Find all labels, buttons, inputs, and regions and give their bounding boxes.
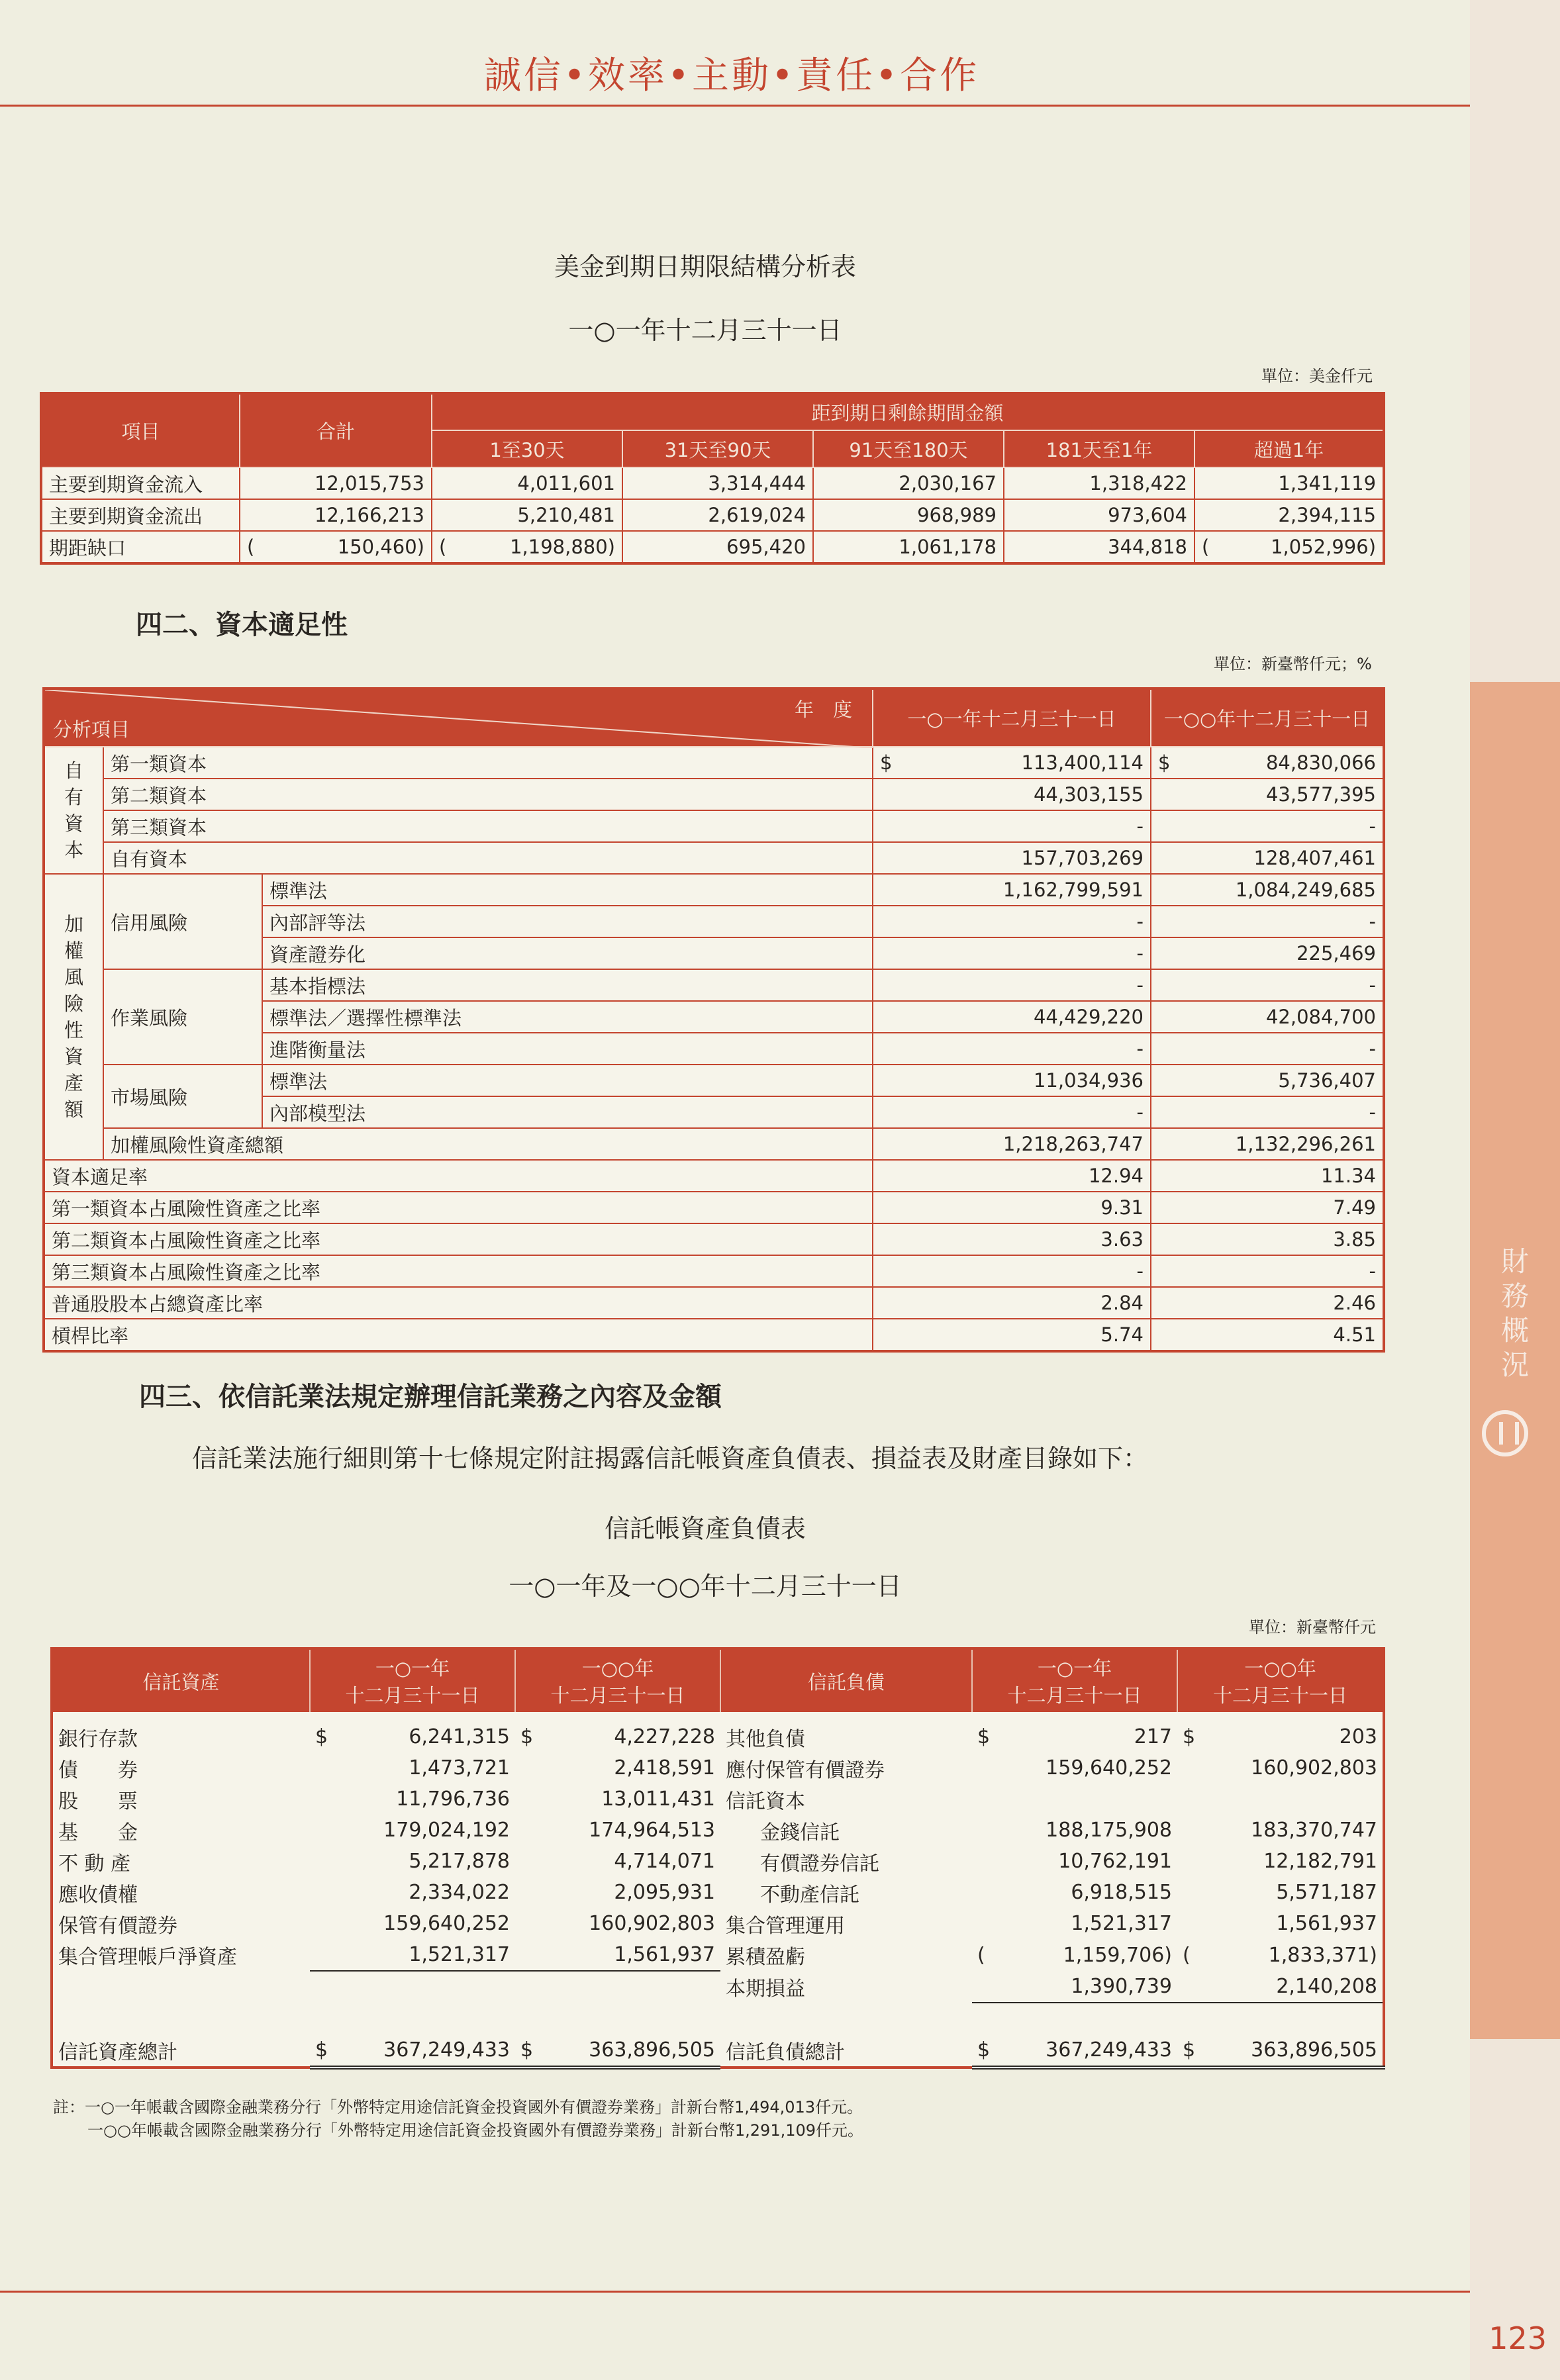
table-row: 主要到期資金流出 12,166,213 5,210,481 2,619,024 968,989 973,604 2,394,115: [41, 499, 1384, 531]
trust-date: 一○一年及一○○年十二月三十一日: [509, 1572, 902, 1601]
table-row: 加權風險性資產總額 1,218,263,747 1,132,296,261: [44, 1128, 1384, 1160]
col-2012: 一○一年十二月三十一日: [873, 689, 1151, 747]
table-row: 自有資本 第一類資本 $ 113,400,114 $ 84,830,066: [44, 747, 1384, 779]
total-row: 信託資產總計 $ 367,249,433 $ 363,896,505 信託負債總計 $ 367,249,433 $ 363,896,505: [52, 2034, 1384, 2068]
col-assets-2011: 一○○年 十二月三十一日: [515, 1648, 720, 1712]
item-label: 分析項目: [53, 718, 130, 741]
company-logo: [1482, 1410, 1528, 1456]
usd-table-title: 美金到期日期限結構分析表: [554, 252, 856, 281]
table-row: 集合管理帳戶淨資產 1,521,317 1,561,937 累積盈虧 ( 1,159,706) ( 1,833,371): [52, 1939, 1384, 1971]
table-row: 進階衡量法 - -: [44, 1033, 1384, 1065]
trust-heading: 四三、依信託業法規定辦理信託業務之內容及金額: [139, 1382, 722, 1412]
usd-table-date: 一○一年十二月三十一日: [568, 316, 842, 345]
table-row: 第三類資本 - -: [44, 810, 1384, 842]
col-group: 距到期日剩餘期間金額: [432, 393, 1384, 430]
table-row: 內部評等法 - -: [44, 906, 1384, 937]
table-row: 資產證券化 - 225,469: [44, 937, 1384, 969]
capital-heading: 四二、資本適足性: [136, 610, 348, 640]
table-row: 加權風險性資產額 信用風險 標準法 1,162,799,591 1,084,249,685: [44, 874, 1384, 906]
trust-title: 信託帳資產負債表: [604, 1514, 806, 1543]
capital-adequacy-table: [42, 687, 1385, 1353]
usd-unit: 單位：美金仟元: [1261, 367, 1373, 385]
table-row: 槓桿比率 5.74 4.51: [44, 1319, 1384, 1351]
table-row: 標準法／選擇性標準法 44,429,220 42,084,700: [44, 1001, 1384, 1033]
col-b2: 31天至90天: [622, 430, 813, 467]
capital-unit: 單位：新臺幣仟元；%: [1214, 655, 1372, 673]
table-row: 資本適足率 12.94 11.34: [44, 1160, 1384, 1192]
col-assets: 信託資產: [52, 1648, 310, 1712]
trust-intro: 信託業法施行細則第十七條規定附註揭露信託帳資產負債表、損益表及財產目錄如下：: [192, 1444, 1149, 1473]
table-row: 基 金 179,024,192 174,964,513 金錢信託 188,175,908 183,370,747: [58, 1819, 1377, 1844]
col-b5: 超過1年: [1194, 430, 1384, 467]
page-number: 123: [1488, 2320, 1547, 2356]
col-b3: 91天至180天: [813, 430, 1004, 467]
table-row: 保管有價證券 159,640,252 160,902,803 集合管理運用 1,521,317 1,561,937: [58, 1912, 1377, 1938]
table-row: 第一類資本占風險性資產之比率 9.31 7.49: [44, 1192, 1384, 1223]
col-assets-2012: 一○一年 十二月三十一日: [310, 1648, 515, 1712]
section-tab-label: 財務概況: [1500, 1245, 1529, 1381]
col-liab-2011: 一○○年 十二月三十一日: [1177, 1648, 1384, 1712]
group-rwa: 加權風險性資產額: [44, 874, 103, 1160]
table-row: 股 票 11,796,736 13,011,431 信託資本: [58, 1787, 805, 1813]
table-row: 第二類資本占風險性資產之比率 3.63 3.85: [44, 1223, 1384, 1255]
table-row: 第三類資本占風險性資產之比率 - -: [44, 1255, 1384, 1287]
table-row: 債 券 1,473,721 2,418,591 應付保管有價證券 159,640,252 160,902,803: [58, 1756, 1377, 1782]
page-header-motto: 誠信•效率•主動•責任•合作: [483, 54, 980, 97]
col-liabilities: 信託負債: [720, 1648, 972, 1712]
table-row: 主要到期資金流入 12,015,753 4,011,601 3,314,444 2,030,167 1,318,422 1,341,119: [41, 467, 1384, 499]
footnote-1: 註：一○一年帳載含國際金融業務分行「外幣特定用途信託資金投資國外有價證券業務」計新台幣1,494,013仟元。: [53, 2098, 863, 2117]
table-row: 普通股股本占總資產比率 2.84 2.46: [44, 1287, 1384, 1319]
col-item: 項目: [41, 393, 240, 467]
footer-rule: [0, 2291, 1470, 2293]
diag-header: [44, 689, 873, 747]
table-row: 本期損益 1,390,739 2,140,208: [52, 1971, 1384, 2003]
col-2011: 一○○年十二月三十一日: [1151, 689, 1384, 747]
table-row: 內部模型法 - -: [44, 1096, 1384, 1128]
footnote-2: 一○○年帳載含國際金融業務分行「外幣特定用途信託資金投資國外有價證券業務」計新台幣1,291,109仟元。: [87, 2121, 864, 2140]
table-row: 自有資本 157,703,269 128,407,461: [44, 842, 1384, 874]
col-liab-2012: 一○一年 十二月三十一日: [972, 1648, 1177, 1712]
table-row: 銀行存款 $ 6,241,315 $ 4,227,228 其他負債 $ 217 $ 203: [58, 1725, 1377, 1751]
table-row: 應收債權 2,334,022 2,095,931 不動產信託 6,918,515 5,571,187: [58, 1881, 1377, 1907]
table-row: 作業風險 基本指標法 - -: [44, 969, 1384, 1001]
col-b1: 1至30天: [432, 430, 622, 467]
usd-maturity-table: [40, 392, 1385, 565]
trust-balance-sheet: [50, 1647, 1385, 2070]
table-row: 期距缺口 ( 150,460) ( 1,198,880) 695,420 1,061,178 344,818 ( 1,052,996): [41, 531, 1384, 563]
table-row: 第二類資本 44,303,155 43,577,395: [44, 779, 1384, 810]
table-row: 不 動 產 5,217,878 4,714,071 有價證券信託 10,762,191 12,182,791: [58, 1850, 1377, 1876]
year-label: 年 度: [794, 698, 852, 721]
table-row: 市場風險 標準法 11,034,936 5,736,407: [44, 1065, 1384, 1096]
col-total: 合計: [240, 393, 432, 467]
group-own-capital: 自有資本: [44, 747, 103, 874]
diagonal-divider: [45, 690, 873, 748]
trust-unit: 單位：新臺幣仟元: [1249, 1618, 1376, 1637]
col-b4: 181天至1年: [1004, 430, 1194, 467]
header-rule: [0, 105, 1470, 107]
